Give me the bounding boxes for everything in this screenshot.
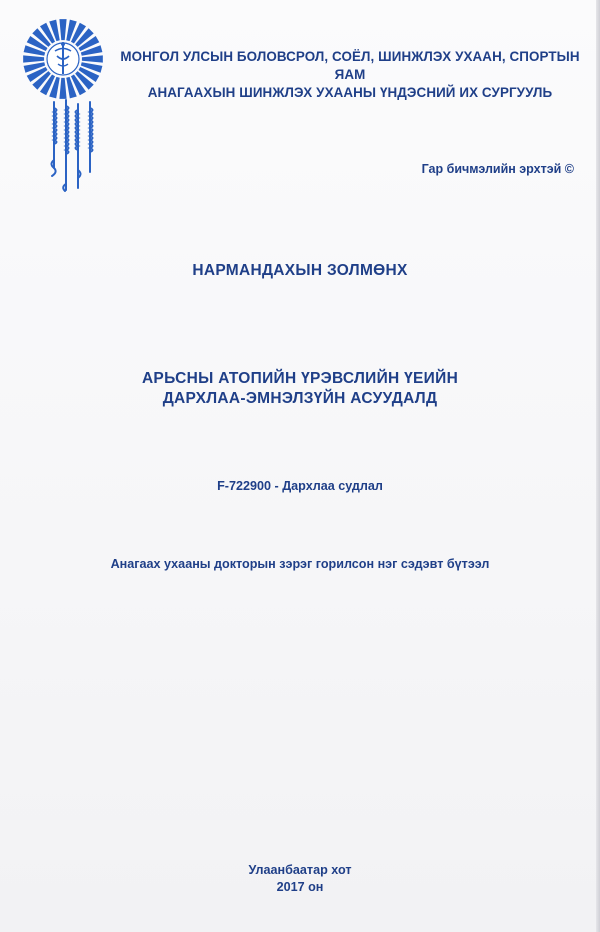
ministry-line-1: МОНГОЛ УЛСЫН БОЛОВСРОЛ, СОЁЛ, ШИНЖЛЭХ УХААН, СПОРТЫН ЯАМ	[120, 49, 580, 82]
place-and-year	[0, 862, 600, 896]
title-line-1: АРЬСНЫ АТОПИЙН ҮРЭВСЛИЙН ҮЕИЙН	[141, 370, 459, 387]
degree-statement: Анагаах ухааны докторын зэрэг горилсон нэг сэдэвт бүтээл	[110, 557, 490, 571]
emblem-ray	[82, 55, 103, 62]
year: 2017 он	[276, 880, 324, 894]
title-line-2: ДАРХЛАА-ЭМНЭЛЗҮЙН АСУУДАЛД	[162, 390, 438, 407]
emblem-ray	[59, 78, 66, 99]
page-edge-shadow	[596, 0, 600, 932]
dissertation-title	[0, 369, 600, 409]
emblem-ray	[59, 19, 66, 40]
city: Улаанбаатар хот	[248, 863, 352, 877]
university-name: АНАГААХЫН ШИНЖЛЭХ УХААНЫ ҮНДЭСНИЙ ИХ СУРГУУЛЬ	[147, 85, 553, 100]
ministry-header	[108, 48, 592, 102]
copyright-notice: Гар бичмэлийн эрхтэй ©	[421, 162, 574, 176]
specialty-code: F-722900 - Дархлаа судлал	[217, 479, 383, 493]
university-emblem-icon	[22, 18, 104, 100]
vertical-script-logo-icon	[44, 98, 100, 198]
emblem-ray	[23, 55, 44, 62]
author-name: НАРМАНДАХЫН ЗОЛМӨНХ	[192, 262, 408, 279]
